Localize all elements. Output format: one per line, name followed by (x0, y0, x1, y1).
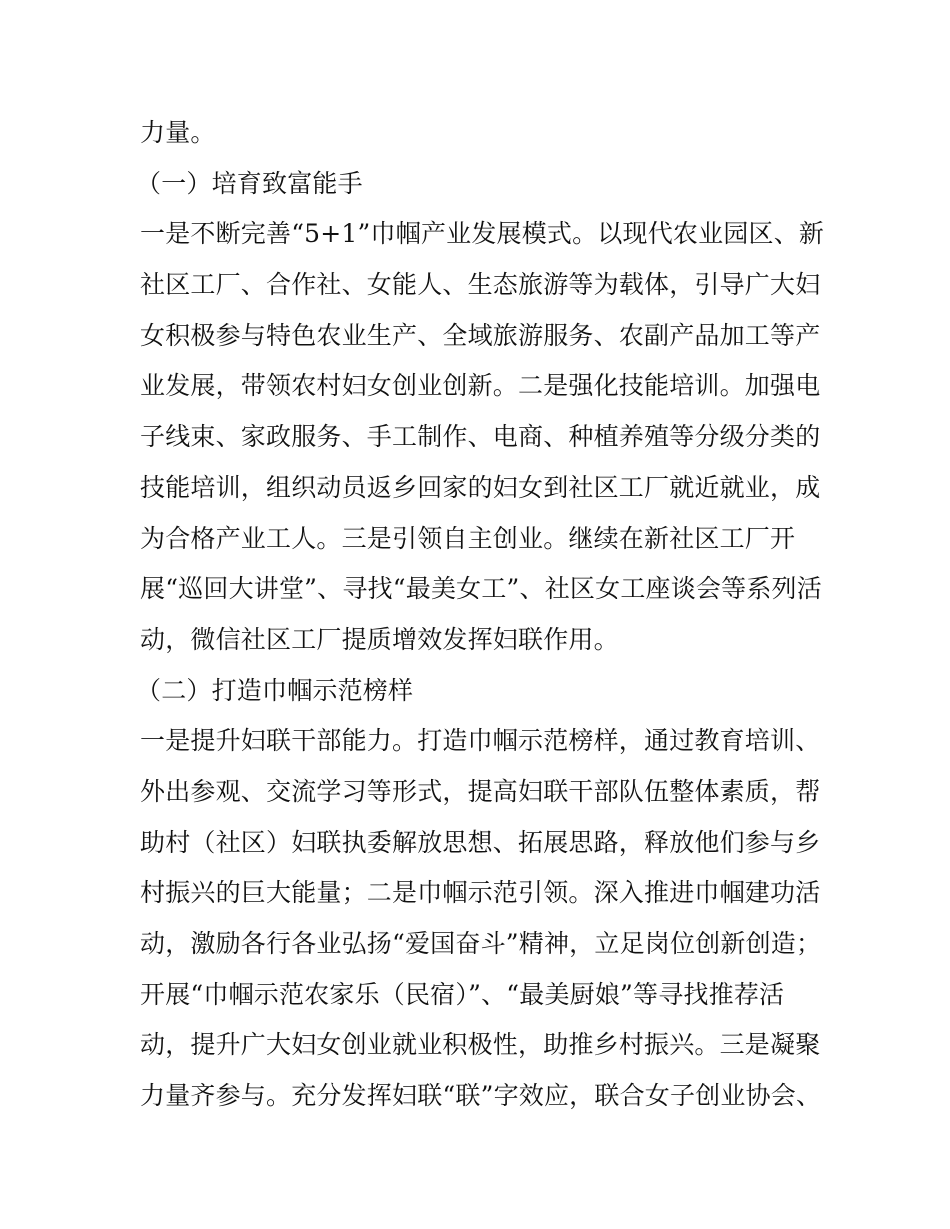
text-line: 子线束、家政服务、手工制作、电商、种植养殖等分级分类的 (140, 422, 821, 452)
text-line: 力量。 (140, 118, 216, 147)
text-line: 展“巡回大讲堂”、寻找“最美女工”、社区女工座谈会等系列活 (140, 574, 822, 604)
text-line: 动，提升广大妇女创业就业积极性，助推乡村振兴。三是凝聚 (140, 1030, 821, 1060)
text-line: 为合格产业工人。三是引领自主创业。继续在新社区工厂开 (140, 523, 796, 553)
document-body (136, 108, 825, 1122)
text-line: 动，激励各行各业弘扬“爱国奋斗”精神，立足岗位创新创造； (140, 929, 822, 958)
section-heading-1: （一）培育致富能手 (136, 168, 363, 198)
text-line: 动，微信社区工厂提质增效发挥妇联作用。 (140, 624, 619, 654)
text-line: 女积极参与特色农业生产、全域旅游服务、农副产品加工等产 (140, 320, 821, 350)
text-line: 力量齐参与。充分发挥妇联“联”字效应，联合女子创业协会、 (140, 1081, 822, 1111)
text-line: 助村（社区）妇联执委解放思想、拓展思路，释放他们参与乡 (140, 827, 821, 857)
section-heading-2: （二）打造巾帼示范榜样 (136, 675, 414, 705)
text-line: 外出参观、交流学习等形式，提高妇联干部队伍整体素质，帮 (140, 776, 821, 806)
text-line: 业发展，带领农村妇女创业创新。二是强化技能培训。加强电 (140, 371, 821, 401)
text-line: 村振兴的巨大能量；二是巾帼示范引领。深入推进巾帼建功活 (140, 878, 821, 908)
text-line: 社区工厂、合作社、女能人、生态旅游等为载体，引导广大妇 (140, 270, 821, 300)
text-line: 技能培训，组织动员返乡回家的妇女到社区工厂就近就业，成 (140, 472, 821, 502)
text-line: 开展“巾帼示范农家乐（民宿）”、“最美厨娘”等寻找推荐活 (140, 979, 785, 1009)
text-line: 一是提升妇联干部能力。打造巾帼示范榜样，通过教育培训、 (140, 726, 821, 756)
text-line: 一是不断完善“5+1”巾帼产业发展模式。以现代农业园区、新 (140, 219, 825, 249)
